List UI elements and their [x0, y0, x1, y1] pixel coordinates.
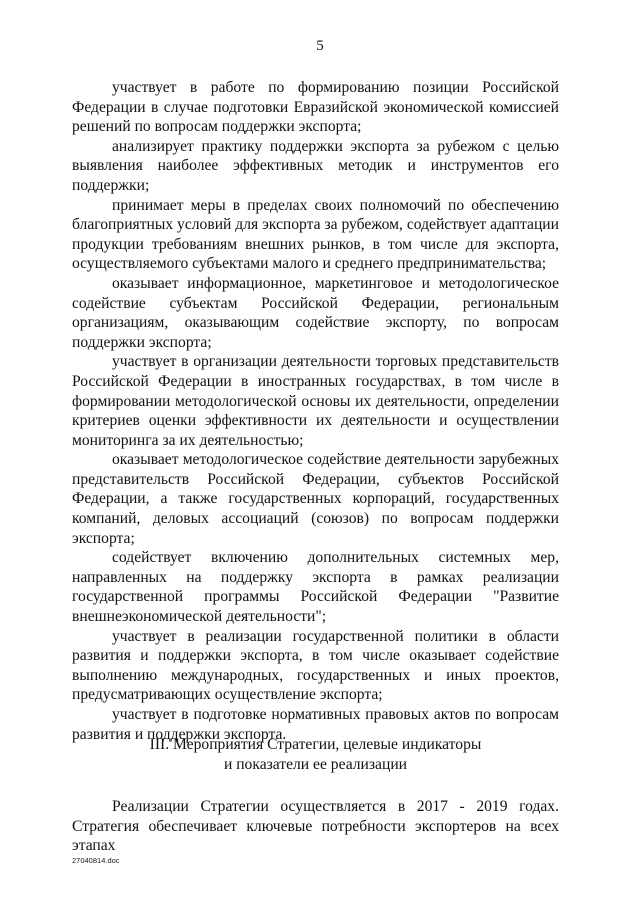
paragraph: участвует в подготовке нормативных правовых актов по вопросам развития и поддержки экспорта.: [72, 706, 559, 743]
closing-paragraph: Реализации Стратегии осуществляется в 2017 - 2019 годах. Стратегия обеспечивает ключевые потребности экспортеров на всех этапах: [72, 798, 559, 855]
paragraph: участвует в реализации государственной политики в области развития и поддержки экспорта, в том числе оказывает содействие выполнению международных, государственных и иных проектов, предусматривающих осуществление экспорта;: [72, 627, 559, 704]
section-heading-line: и показатели ее реализации: [223, 755, 408, 773]
paragraph: участвует в организации деятельности торговых представительств Российской Федерации в иностранных государствах, в том числе в формировании методологической основы их деятельности, определении критериев оценки эффективности их деятельности и осуществлении мониторинга за их деятельностью;: [72, 353, 559, 449]
paragraph: принимает меры в пределах своих полномочий по обеспечению благоприятных условий для экспорта за рубежом, содействует адаптации продукции требованиям внешних рынков, в том числе для экспорта, осуществляемого субъектами малого и среднего предпринимательства;: [72, 196, 559, 273]
paragraph: содействует включению дополнительных системных мер, направленных на поддержку экспорта в рамках реализации государственной программы Российской Федерации "Развитие внешнеэкономической деятельности";: [72, 549, 559, 626]
paragraph: анализирует практику поддержки экспорта за рубежом с целью выявления наиболее эффективных методик и инструментов его поддержки;: [72, 137, 559, 194]
section-heading-line: III. Мероприятия Стратегии, целевые индикаторы: [149, 736, 482, 753]
footer-file-code: 27040814.doc: [72, 856, 120, 865]
page-number: 5: [316, 38, 324, 54]
closing-text: [72, 797, 559, 856]
body-text: [72, 78, 559, 744]
paragraph: оказывает методологическое содействие деятельности зарубежных представительств Российской Федерации, субъектов Российской Федерации, а также государственных корпораций, государственных компаний, деловых ассоциаций (союзов) по вопросам поддержки экспорта;: [72, 451, 559, 547]
paragraph: участвует в работе по формированию позиции Российской Федерации в случае подготовки Евразийской экономической комиссией решений по вопросам поддержки экспорта;: [72, 79, 559, 136]
section-heading: [72, 735, 559, 774]
paragraph: оказывает информационное, маркетинговое и методологическое содействие субъектам Российской Федерации, региональным организациям, оказывающим содействие экспорту, по вопросам поддержки экспорта;: [72, 274, 559, 351]
